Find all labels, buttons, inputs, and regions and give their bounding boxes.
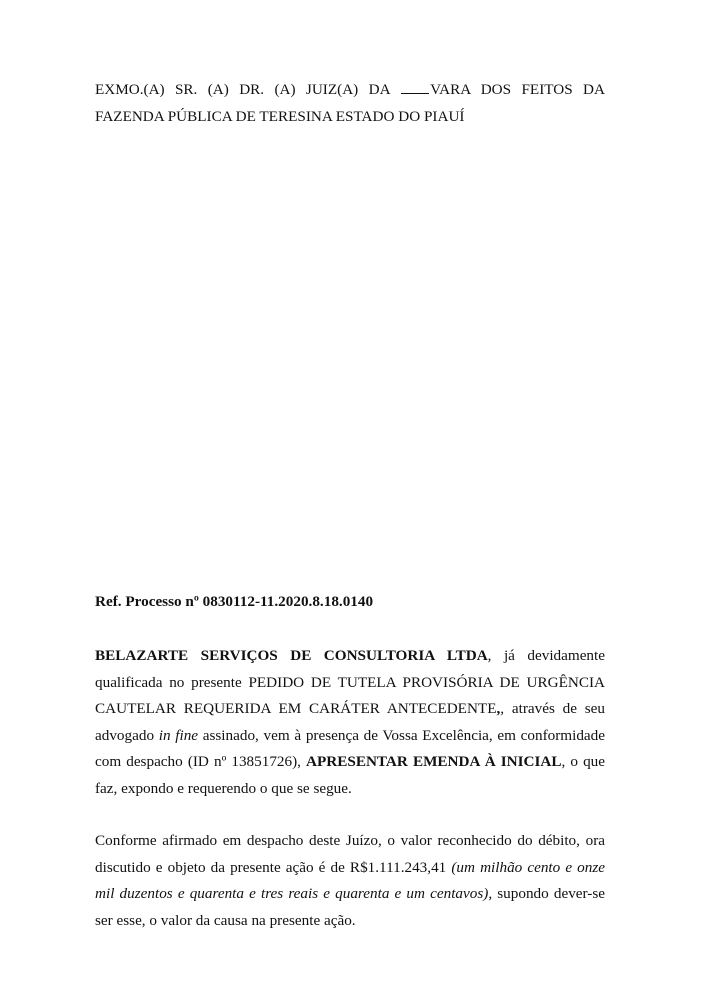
court-heading [95, 77, 605, 130]
paragraph-1-text-1: , já devidamente qualificada no presente PEDIDO DE TUTELA PROVISÓRIA DE URGÊNCIA CAUTELAR REQUERIDA EM CARÁTER ANTECEDENTE [95, 647, 605, 718]
amount-in-words: (um milhão cento e onze mil duzentos e quarenta e tres reais e quarenta e um centavos), [95, 858, 605, 903]
paragraph-1: BELAZARTE SERVIÇOS DE CONSULTORIA LTDA, já devidamente qualificada no presente PEDIDO DE TUTELA PROVISÓRIA DE URGÊNCIA CAUTELAR REQUERIDA EM CARÁTER ANTECEDENTE,, através de seu advogado in fine assinado, vem à presença de Vossa Excelência, em conformidade com despacho (ID nº 13851726), APRESENTAR EMENDA À INICIAL, o que faz, expondo e requerendo o que se segue. [95, 647, 606, 797]
paragraph-2-text-2: supondo dever-se ser esse, o valor da causa na presente ação. [95, 885, 605, 929]
blank-line [401, 81, 429, 94]
in-fine: in fine [158, 726, 199, 744]
process-reference: Ref. Processo nº 0830112-11.2020.8.18.0140 [95, 593, 374, 610]
heading-part-2: VARA DOS FEITOS DA FAZENDA PÚBLICA DE TERESINA ESTADO DO PIAUÍ [95, 81, 605, 125]
company-name: BELAZARTE SERVIÇOS DE CONSULTORIA LTDA [95, 647, 488, 664]
paragraph-1-text-4: , o que faz, expondo e requerendo o que se segue. [95, 753, 605, 797]
paragraph-2-text-1: Conforme afirmado em despacho deste Juízo, o valor reconhecido do débito, ora discutido e objeto da presente ação é de R$1.111.243,41 [95, 832, 605, 876]
heading-part-1: EXMO.(A) SR. (A) DR. (A) JUIZ(A) DA [95, 81, 390, 98]
paragraph-2 [95, 828, 605, 934]
action-phrase: APRESENTAR EMENDA À INICIAL [306, 753, 562, 771]
paragraph-1-text-2: , através de seu advogado [95, 700, 606, 744]
paragraph-1-text-3: assinado, vem à presença de Vossa Excelência, em conformidade com despacho (ID nº 13851726), [95, 726, 605, 771]
